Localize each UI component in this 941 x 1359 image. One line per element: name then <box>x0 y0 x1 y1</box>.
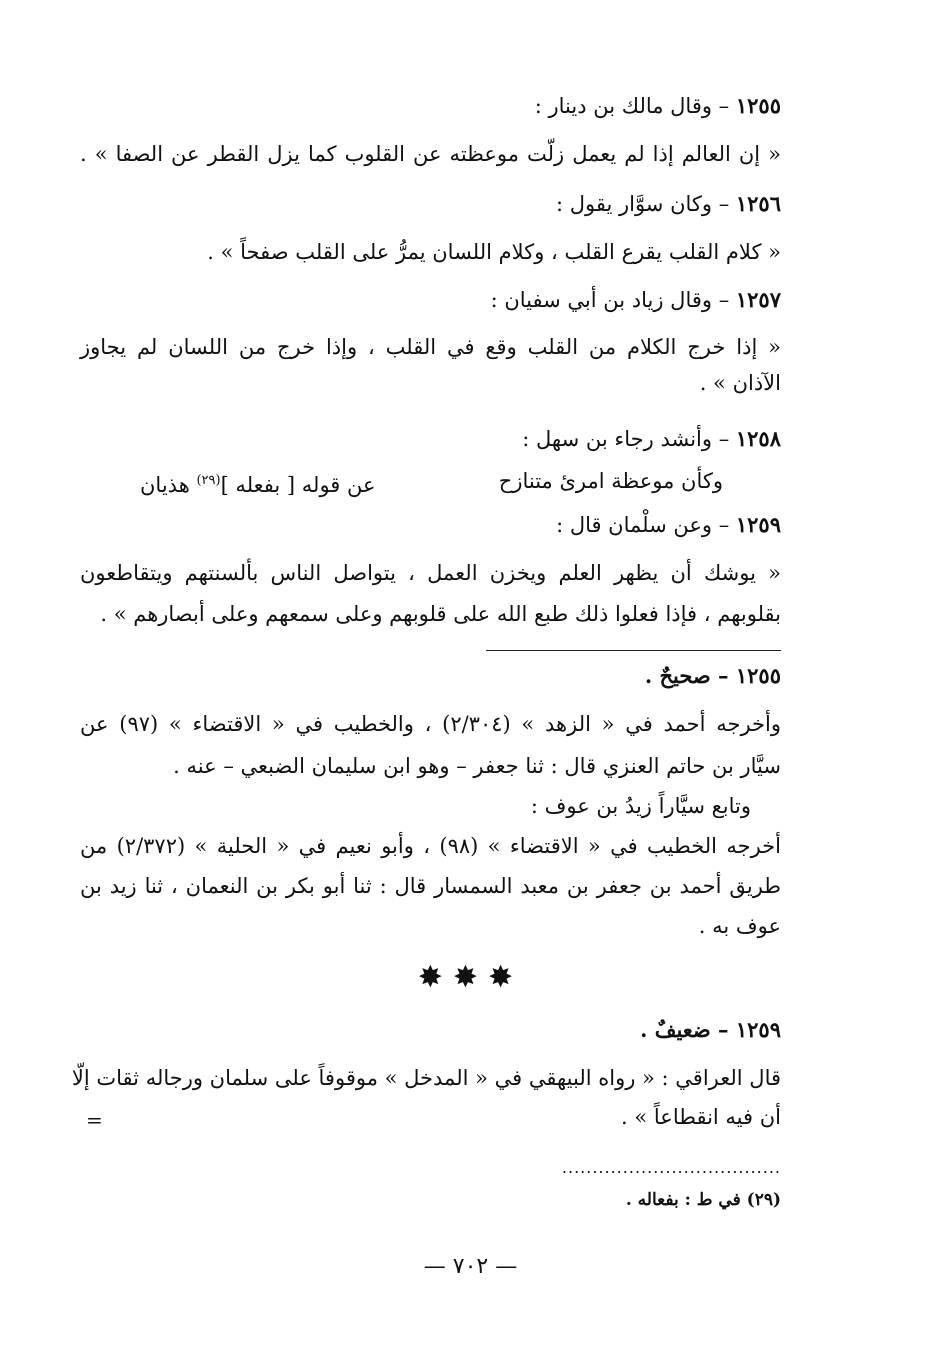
entry-text: – وعن سلْمان قال : <box>556 513 736 537</box>
footnote-ref-29: (٢٩) <box>196 473 221 488</box>
comment-1259-heading <box>80 1016 781 1044</box>
entry-1256-heading <box>80 190 781 218</box>
comment-1255-heading <box>80 662 781 690</box>
entry-number: ١٢٥٦ <box>735 191 781 216</box>
comment-number: ١٢٥٥ <box>735 663 781 688</box>
comment-1259-line2: أن فيه انقطاعاً » . <box>621 1105 781 1129</box>
comment-number: ١٢٥٩ <box>735 1017 781 1042</box>
entry-1258-heading <box>80 425 781 453</box>
entry-1259-quote-line2: بقلوبهم ، فإذا فعلوا ذلك طبع الله على قلوبهم وعلى سمعهم وعلى أبصارهم » . <box>100 602 781 626</box>
comment-1255-line4: أخرجه الخطيب في « الاقتضاء » (٩٨) ، وأبو نعيم في « الحلية » (٢/٣٧٢) من <box>80 834 781 858</box>
comment-1255-line3: وتابع سيَّاراً زيدُ بن عوف : <box>530 794 751 818</box>
entry-number: ١٢٥٧ <box>735 287 781 312</box>
entry-1257-quote-line1: « إذا خرج الكلام من القلب وقع في القلب ، وإذا خرج من اللسان لم يجاوز <box>80 335 781 359</box>
entry-1259-quote-line1: « يوشك أن يظهر العلم ويخزن العمل ، يتواصل الناس بألسنتهم ويتقاطعون <box>80 561 781 585</box>
comment-1255-line2: سيَّار بن حاتم العنزي قال : ثنا جعفر – وهو ابن سليمان الضبعي – عنه . <box>173 754 781 778</box>
continuation-mark: = <box>86 1108 103 1132</box>
entry-number: ١٢٥٥ <box>735 93 781 118</box>
verse-first-hemistich: وكأن موعظة امرئ متنازح <box>498 469 723 493</box>
verse-second-a: عن قوله [ بفعله ] <box>220 473 376 497</box>
entry-1256-quote: « كلام القلب يقرع القلب ، وكلام اللسان يمرُّ على القلب صفحاً » . <box>207 240 781 264</box>
verse-second-b: هذيان <box>140 473 197 497</box>
entry-1259-heading <box>80 511 781 539</box>
comment-1255-line5: طريق أحمد بن جعفر بن معبد السمسار قال : ثنا أبو بكر بن النعمان ، ثنا زيد بن <box>80 874 781 898</box>
entry-number: ١٢٥٩ <box>735 512 781 537</box>
comment-grade: – صحيحٌ . <box>644 663 736 688</box>
entry-text: – وأنشد رجاء بن سهل : <box>522 427 736 451</box>
entry-1255-quote: « إن العالم إذا لم يعمل زلّت موعظته عن القلوب كما يزل القطر عن الصفا » . <box>80 142 781 166</box>
entry-text: – وقال مالك بن دينار : <box>534 94 736 118</box>
entry-text: – وقال زياد بن أبي سفيان : <box>490 288 736 312</box>
comment-1259-line1: قال العراقي : « رواه البيهقي في « المدخل » موقوفاً على سلمان ورجاله ثقات إلّا <box>71 1066 781 1090</box>
comment-grade: – ضعيفٌ . <box>640 1017 736 1042</box>
entry-1257-heading <box>80 286 781 314</box>
entry-1257-quote-line2: الآذان » . <box>699 371 781 395</box>
separator-rule <box>486 650 781 651</box>
verse-second-hemistich <box>140 467 376 499</box>
comment-1255-line1: وأخرجه أحمد في « الزهد » (٢/٣٠٤) ، والخطيب في « الاقتضاء » (٩٧) عن <box>80 712 782 736</box>
footnote-dotted-rule: .................................... <box>561 1158 781 1177</box>
section-stars-divider: ✸✸✸ <box>417 960 524 995</box>
entry-number: ١٢٥٨ <box>735 426 781 451</box>
comment-1255-line6: عوف به . <box>698 914 781 938</box>
entry-text: – وكان سوَّار يقول : <box>555 192 736 216</box>
footnote-29: (٢٩) في ط : بفعاله . <box>625 1190 781 1210</box>
entry-1255-heading <box>80 92 781 120</box>
page-number: — ٧٠٢ — <box>423 1254 518 1279</box>
